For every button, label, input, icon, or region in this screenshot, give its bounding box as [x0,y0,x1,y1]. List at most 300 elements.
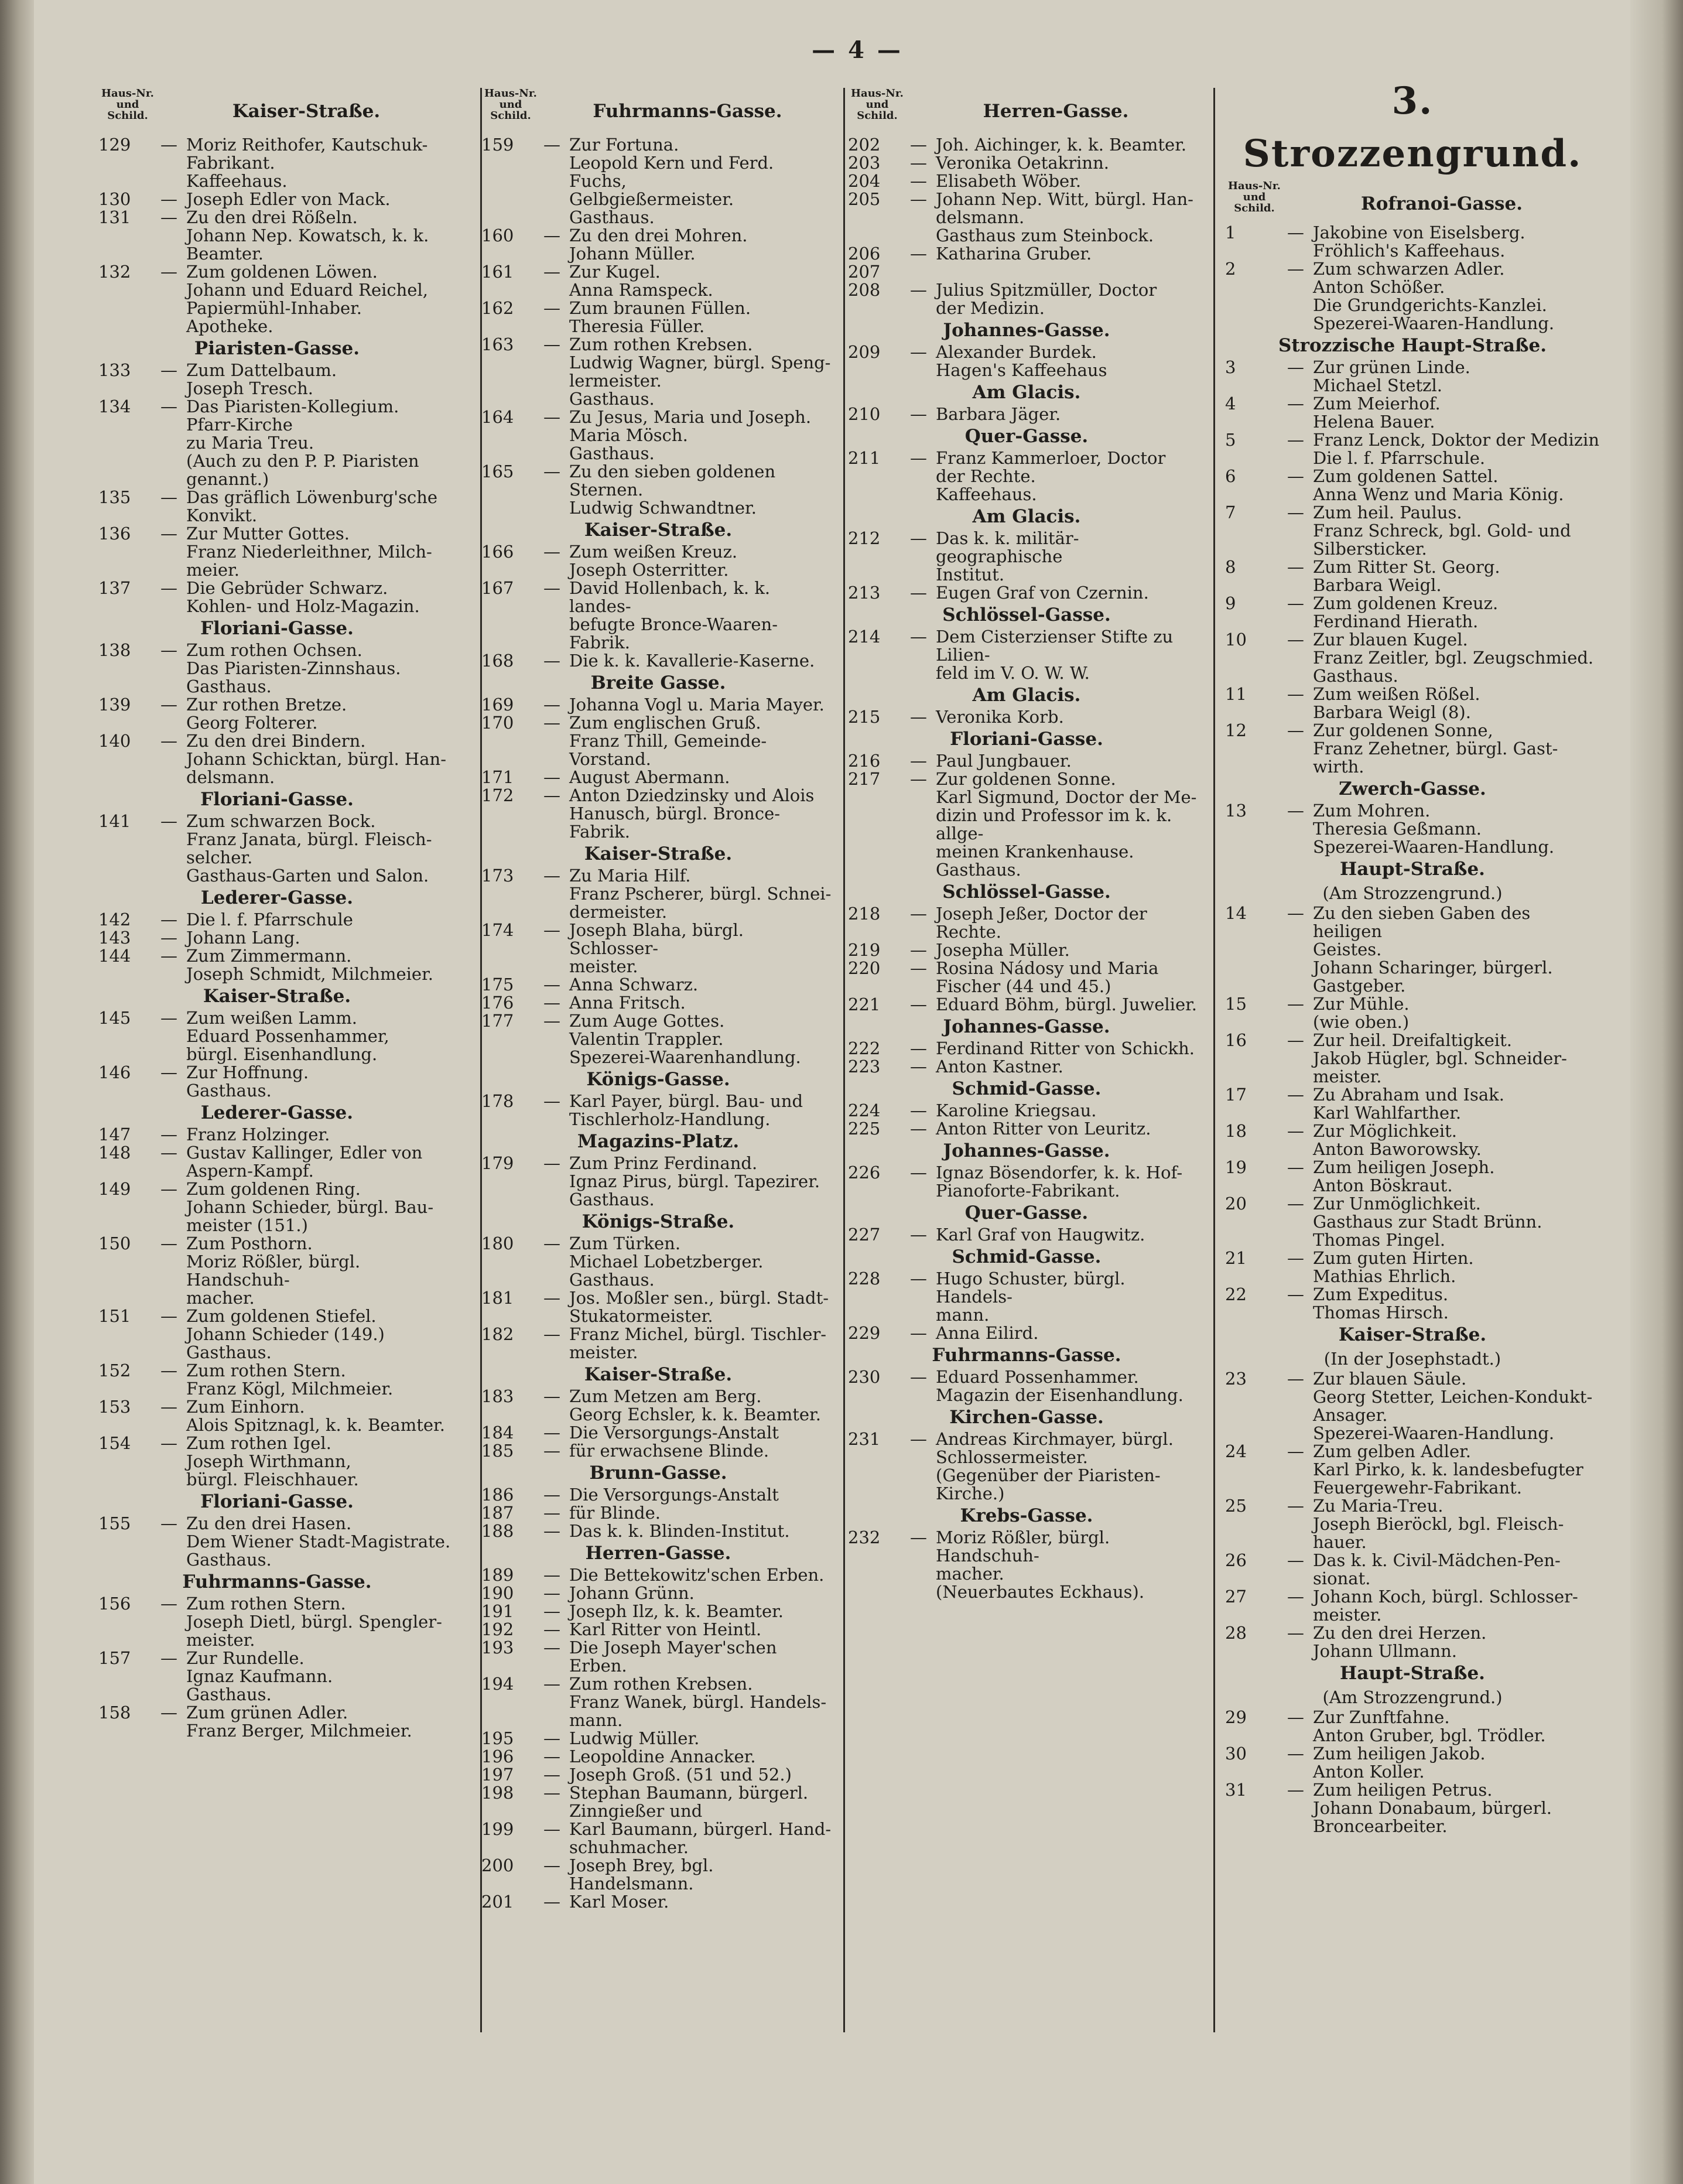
entry-continuation: Tischlerholz-Handlung. [569,1109,771,1129]
directory-entry [1225,1158,1600,1177]
entry-continuation: meinen Krankenhause. [936,842,1134,862]
entry-continuation: Stukatormeister. [569,1306,713,1326]
entry-continuation: der Medizin. [936,298,1045,318]
directory-entry [848,529,1205,566]
directory-entry [98,1144,456,1162]
entry-text: Zum goldenen Ring. [186,1179,361,1199]
house-number: 218 [848,904,881,924]
entry-continuation: Joseph Bieröckl, bgl. Fleisch- [1313,1514,1564,1534]
directory-entry [98,1398,456,1416]
entry-text: Die l. f. Pfarrschule [186,910,353,929]
entry-dash: — [910,171,927,191]
house-number: 167 [481,578,514,598]
entry-dash: — [543,1746,560,1766]
entry-text: Moriz Rößler, bürgl. Handschuh- [936,1527,1110,1566]
column-header [1225,180,1600,224]
entry-dash: — [1287,557,1304,577]
directory-entry [481,1012,835,1030]
entry-list [848,136,1205,1601]
house-number: 28 [1225,1623,1247,1643]
entry-dash: — [1287,1587,1304,1607]
entry-text: Zum rothen Ochsen. [186,640,362,660]
entry-continuation: Papiermühl-Inhaber. [186,298,362,318]
entry-dash: — [543,1091,560,1111]
street-heading: Kaiser-Straße. [203,986,351,1007]
entry-text: Veronika Oetakrinn. [936,153,1109,173]
entry-dash: — [543,135,560,155]
house-number: 163 [481,334,514,354]
street-heading: Magazins-Platz. [577,1131,740,1152]
entry-dash: — [910,1225,927,1245]
entry-dash: — [1287,1441,1304,1461]
directory-entry [481,696,835,714]
house-number: 6 [1225,466,1236,486]
directory-entry [481,1442,835,1460]
house-number: 1 [1225,223,1236,242]
house-number: 132 [98,262,131,282]
entry-text: Zum goldenen Stiefel. [186,1306,377,1326]
entry-text: Hugo Schuster, bürgl. Handels- [936,1269,1126,1307]
entry-dash: — [1287,1780,1304,1800]
entry-continuation: bürgl. Eisenhandlung. [186,1044,378,1064]
entry-dash: — [160,695,177,715]
column-3 [848,88,1205,1601]
house-number: 30 [1225,1744,1247,1763]
directory-entry [481,1486,835,1504]
entry-dash: — [543,1674,560,1694]
entry-dash: — [1287,430,1304,450]
directory-entry [481,1289,835,1307]
entry-dash: — [543,1783,560,1803]
house-number: 11 [1225,684,1247,704]
entry-continuation: Joseph Schmidt, Milchmeier. [186,964,433,984]
entry-text: Zum Meierhof. [1313,394,1441,413]
house-number: 12 [1225,720,1247,740]
entry-dash: — [910,1527,927,1547]
entry-text: Paul Jungbauer. [936,751,1072,771]
entry-continuation: Gasthaus zum Steinbock. [936,225,1154,245]
directory-entry [848,1368,1205,1386]
house-number: 214 [848,627,881,647]
entry-continuation: Franz Pscherer, bürgl. Schnei- [569,884,832,904]
street-heading: Kaiser-Straße. [1338,1324,1487,1345]
house-number: 150 [98,1233,131,1253]
entry-text: Dem Cisterzienser Stifte zu Lilien- [936,627,1174,665]
entry-continuation: Beamter. [186,244,264,264]
entry-text: Zum guten Hirten. [1313,1248,1474,1268]
entry-dash: — [160,1008,177,1028]
entry-dash: — [1287,1707,1304,1727]
entry-continuation: Gasthaus. [186,1081,272,1100]
entry-text: Zum grünen Adler. [186,1703,348,1722]
entry-continuation: Johann Schicktan, bürgl. Han- [186,749,446,769]
entry-text: Katharina Gruber. [936,244,1092,264]
directory-entry [1225,1781,1600,1799]
entry-dash: — [160,1594,177,1614]
house-number: 10 [1225,630,1247,650]
directory-entry [481,1584,835,1602]
directory-entry [481,1154,835,1173]
house-number: 231 [848,1429,881,1449]
entry-continuation: Spezerei-Waaren-Handlung. [1313,837,1555,857]
entry-text: Zu Maria-Treu. [1313,1496,1443,1516]
entry-dash: — [543,767,560,787]
directory-entry [481,1387,835,1406]
entry-dash: — [160,910,177,929]
entry-continuation: Johann Schieder, bürgl. Bau- [186,1197,434,1217]
entry-text: Zum Mohren. [1313,801,1431,821]
entry-dash: — [1287,720,1304,740]
street-heading: Am Glacis. [972,506,1081,527]
entry-dash: — [543,1485,560,1505]
house-number: 180 [481,1233,514,1253]
entry-continuation: Spezerei-Waaren-Handlung. [1313,1423,1555,1443]
street-heading: Piaristen-Gasse. [194,338,360,359]
entry-continuation: Georg Echsler, k. k. Beamter. [569,1404,821,1424]
entry-continuation: Anna Ramspeck. [569,280,713,300]
entry-continuation: Mathias Ehrlich. [1313,1266,1456,1286]
house-number: 158 [98,1703,131,1722]
entry-continuation: meister (151.) [186,1215,308,1235]
entry-text: Veronika Korb. [936,707,1064,727]
entry-continuation: Johann Müller. [569,244,696,264]
house-number: 195 [481,1728,514,1748]
entry-text: für Blinde. [569,1503,661,1523]
entry-continuation: Johann Donabaum, bürgerl. [1313,1798,1552,1818]
district-title: 3. Strozzengrund. [1243,79,1582,176]
entry-continuation: Helena Bauer. [1313,412,1435,432]
house-number: 232 [848,1527,881,1547]
entry-text: Alexander Burdek. [936,342,1097,362]
directory-entry [1225,1249,1600,1267]
entry-text: Karl Moser. [569,1892,669,1912]
entry-continuation: Franz Kögl, Milchmeier. [186,1379,394,1399]
entry-text: Gustav Kallinger, Edler von [186,1143,423,1163]
entry-continuation: meister. [569,956,638,976]
entry-text: Ferdinand Ritter von Schickh. [936,1038,1195,1058]
directory-entry [98,696,456,714]
directory-entry [98,1595,456,1613]
directory-entry [1225,904,1600,941]
house-number: 134 [98,397,131,416]
entry-dash: — [910,1269,927,1288]
directory-entry [481,867,835,885]
entry-continuation: Fröhlich's Kaffeehaus. [1313,241,1506,261]
column-header [98,88,456,136]
entry-text: Karoline Kriegsau. [936,1100,1097,1120]
entry-text: Joseph Brey, bgl. Handelsmann. [569,1855,714,1894]
house-number: 229 [848,1323,881,1343]
house-number: 196 [481,1746,514,1766]
entry-text: Joseph Blaha, bürgl. Schlosser- [569,920,744,958]
entry-continuation: macher. [936,1564,1004,1584]
directory-entry [848,905,1205,941]
entry-continuation: lermeister. [569,371,662,391]
column-4 [1225,75,1600,1836]
entry-text: Johanna Vogl u. Maria Mayer. [569,695,825,715]
entry-text: Zum gelben Adler. [1313,1441,1472,1461]
directory-entry [98,1434,456,1452]
entry-text: Zur Fortuna. [569,135,679,155]
street-heading: Floriani-Gasse. [950,729,1103,750]
house-number: 215 [848,707,881,727]
house-number: 223 [848,1057,881,1076]
street-heading: Quer-Gasse. [964,1202,1089,1223]
entry-continuation: Eduard Possenhammer, [186,1026,389,1046]
directory-entry [1225,995,1600,1013]
house-number: 212 [848,528,881,548]
entry-dash: — [160,731,177,751]
directory-entry [481,227,835,245]
entry-dash: — [910,751,927,771]
house-number: 224 [848,1100,881,1120]
street-heading: Zwerch-Gasse. [1339,778,1486,799]
house-number: 168 [481,651,514,671]
entry-continuation: feld im V. O. W. W. [936,663,1090,683]
house-number: 222 [848,1038,881,1058]
directory-entry [98,1362,456,1380]
street-heading: Schlössel-Gasse. [942,881,1111,903]
entry-text: Das gräflich Löwenburg'sche [186,487,438,507]
entry-text: Zur Kugel. [569,262,661,282]
entry-dash: — [543,262,560,282]
house-number: 29 [1225,1707,1247,1727]
street-subheading: (In der Josephstadt.) [1323,1349,1501,1369]
entry-text: Anna Schwarz. [569,975,699,994]
entry-continuation: Alois Spitznagl, k. k. Beamter. [186,1415,445,1435]
entry-continuation: delsmann. [186,767,275,787]
entry-text: Elisabeth Wöber. [936,171,1082,191]
entry-continuation: Valentin Trappler. [569,1029,724,1049]
entry-continuation: Apotheke. [186,316,273,336]
entry-text: Joseph Edler von Mack. [186,189,391,209]
entry-continuation: mann. [569,1710,623,1730]
entry-dash: — [543,1601,560,1621]
entry-text: Anna Fritsch. [569,993,686,1013]
house-number: 160 [481,225,514,245]
entry-continuation: Feuergewehr-Fabrikant. [1313,1478,1523,1498]
street-heading: Lederer-Gasse. [200,1102,354,1123]
entry-text: Zum weißen Lamm. [186,1008,357,1028]
directory-entry [98,525,456,543]
directory-entry [848,449,1205,467]
entry-text: Die Versorgungs-Anstalt [569,1423,779,1443]
directory-entry [848,1324,1205,1342]
entry-continuation: (Gegenüber der Piaristen-Kirche.) [936,1465,1161,1503]
house-number: 170 [481,713,514,733]
entry-continuation: Gasthaus. [186,1684,272,1704]
entry-text: Ludwig Müller. [569,1728,700,1748]
street-heading: Haupt-Straße. [1340,859,1485,880]
house-number: 140 [98,731,131,751]
entry-dash: — [1287,503,1304,522]
entry-continuation: Joseph Osterritter. [569,560,729,580]
directory-entry [1225,1370,1600,1388]
house-number: 27 [1225,1587,1247,1607]
house-number: 174 [481,920,514,940]
entry-dash: — [910,528,927,548]
house-number: 181 [481,1288,514,1308]
directory-entry [98,732,456,750]
entry-dash: — [543,334,560,354]
entry-continuation: Fischer (44 und 45.) [936,976,1111,996]
entry-dash: — [1287,684,1304,704]
house-number: 20 [1225,1194,1247,1214]
entry-continuation: Pfarr-Kirche [186,415,293,435]
entry-text: Das k. k. Civil-Mädchen-Pen- [1313,1550,1561,1570]
entry-text: Julius Spitzmüller, Doctor [936,280,1157,300]
directory-entry [98,641,456,659]
entry-dash: — [910,958,927,978]
entry-dash: — [543,462,560,481]
house-number: 209 [848,342,881,362]
entry-dash: — [910,1119,927,1139]
entry-dash: — [1287,259,1304,279]
entry-text: Rosina Nádosy und Maria [936,958,1159,978]
house-number: 185 [481,1441,514,1461]
directory-entry [98,1515,456,1533]
entry-dash: — [160,262,177,282]
entry-continuation: Anton Koller. [1313,1762,1425,1782]
entry-text: Zum schwarzen Bock. [186,811,376,831]
street-heading: Kaiser-Straße. [584,843,733,864]
entry-dash: — [543,651,560,671]
directory-entry [481,714,835,732]
directory-entry [1225,722,1600,740]
house-number: 23 [1225,1369,1247,1389]
house-number: 220 [848,958,881,978]
directory-entry [481,1730,835,1748]
entry-continuation: Joseph Wirthmann, [186,1451,351,1471]
entry-text: Die Versorgungs-Anstalt [569,1485,779,1505]
entry-dash: — [543,1324,560,1344]
house-number: 200 [481,1855,514,1875]
entry-continuation: meier. [186,560,240,580]
entry-continuation: Johann und Eduard Reichel, [186,280,428,300]
house-number: 3 [1225,357,1236,377]
entry-text: Die Joseph Mayer'schen Erben. [569,1638,777,1676]
street-heading: Krebs-Gasse. [960,1505,1093,1526]
entry-text: Zum Prinz Ferdinand. [569,1153,758,1173]
house-number: 191 [481,1601,514,1621]
entry-text: Anton Ritter von Leuritz. [936,1119,1151,1139]
house-number: 13 [1225,801,1247,821]
street-heading: Strozzische Haupt-Straße. [1278,335,1547,356]
entry-continuation: Theresia Geßmann. [1313,819,1482,839]
house-number: 177 [481,1011,514,1031]
entry-dash: — [910,1100,927,1120]
entry-continuation: Kaffeehaus. [186,171,288,191]
house-number: 2 [1225,259,1236,279]
directory-entry [98,488,456,507]
house-number: 156 [98,1594,131,1614]
entry-dash: — [543,1619,560,1639]
directory-entry [98,1235,456,1253]
entry-text: Zur rothen Bretze. [186,695,347,715]
entry-continuation: befugte Bronce-Waaren-Fabrik. [569,614,778,652]
directory-entry [1225,1286,1600,1304]
entry-dash: — [1287,1248,1304,1268]
street-heading: Rofranoi-Gasse. [1360,193,1523,214]
directory-entry [848,628,1205,664]
directory-entry [481,652,835,670]
entry-continuation: Georg Folterer. [186,713,318,733]
entry-dash: — [910,135,927,155]
entry-continuation: meister. [1313,1605,1382,1625]
entry-dash: — [160,207,177,227]
house-number: 211 [848,448,881,468]
directory-entry [848,770,1205,788]
entry-text: Zum heiligen Petrus. [1313,1780,1493,1800]
entry-dash: — [543,1638,560,1657]
house-number: 133 [98,360,131,380]
house-number: 221 [848,994,881,1014]
street-heading: Kaiser-Straße. [232,101,381,122]
entry-text: Andreas Kirchmayer, bürgl. [936,1429,1174,1449]
directory-entry [1225,594,1600,613]
entry-continuation: macher. [186,1288,255,1308]
entry-text: für erwachsene Blinde. [569,1441,769,1461]
entry-dash: — [160,1433,177,1453]
entry-continuation: Jakob Hügler, bgl. Schneider- [1313,1048,1567,1068]
entry-dash: — [1287,593,1304,613]
directory-entry [481,408,835,426]
entry-continuation: meister. [186,1630,255,1650]
entry-list [98,136,456,1740]
entry-continuation: Thomas Pingel. [1313,1230,1446,1250]
entry-dash: — [1287,801,1304,821]
entry-text: Ignaz Bösendorfer, k. k. Hof- [936,1163,1183,1182]
directory-entry [481,263,835,281]
directory-entry [481,1424,835,1442]
directory-entry [1225,1588,1600,1606]
entry-continuation: Ferdinand Hierath. [1313,611,1479,631]
directory-entry [98,1064,456,1082]
house-number: 189 [481,1565,514,1585]
entry-continuation: Spezerei-Waaren-Handlung. [1313,313,1555,333]
directory-entry [481,1621,835,1639]
entry-dash: — [160,1233,177,1253]
house-number: 228 [848,1269,881,1288]
entry-text: Zum goldenen Sattel. [1313,466,1499,486]
entry-text: Moriz Reithofer, Kautschuk- [186,135,428,155]
entry-text: Zu den drei Rößeln. [186,207,358,227]
entry-text: Johann Grünn. [569,1583,695,1603]
street-heading: Floriani-Gasse. [200,789,354,810]
entry-text: Zu den sieben Gaben des heiligen [1313,903,1531,941]
entry-dash: — [160,360,177,380]
house-number: 203 [848,153,881,173]
entry-dash: — [543,713,560,733]
entry-text: Zu den drei Mohren. [569,225,748,245]
entry-dash: — [910,769,927,789]
entry-text: Zur blauen Kugel. [1313,630,1468,650]
house-number: 198 [481,1783,514,1803]
house-number: 179 [481,1153,514,1173]
house-number: 135 [98,487,131,507]
entry-text: Zu Jesus, Maria und Joseph. [569,407,812,427]
house-number-label: Haus-Nr. und Schild. [851,87,904,122]
entry-continuation: Thomas Hirsch. [1313,1303,1449,1322]
street-heading: Fuhrmanns-Gasse. [932,1345,1121,1366]
entry-dash: — [543,1583,560,1603]
entry-continuation: bürgl. Fleischhauer. [186,1469,359,1489]
house-number: 194 [481,1674,514,1694]
entry-continuation: Gasthaus zur Stadt Brünn. [1313,1212,1542,1232]
street-heading: Breite Gasse. [590,672,726,693]
entry-continuation: Gasthaus. [569,389,655,409]
entry-dash: — [910,448,927,468]
